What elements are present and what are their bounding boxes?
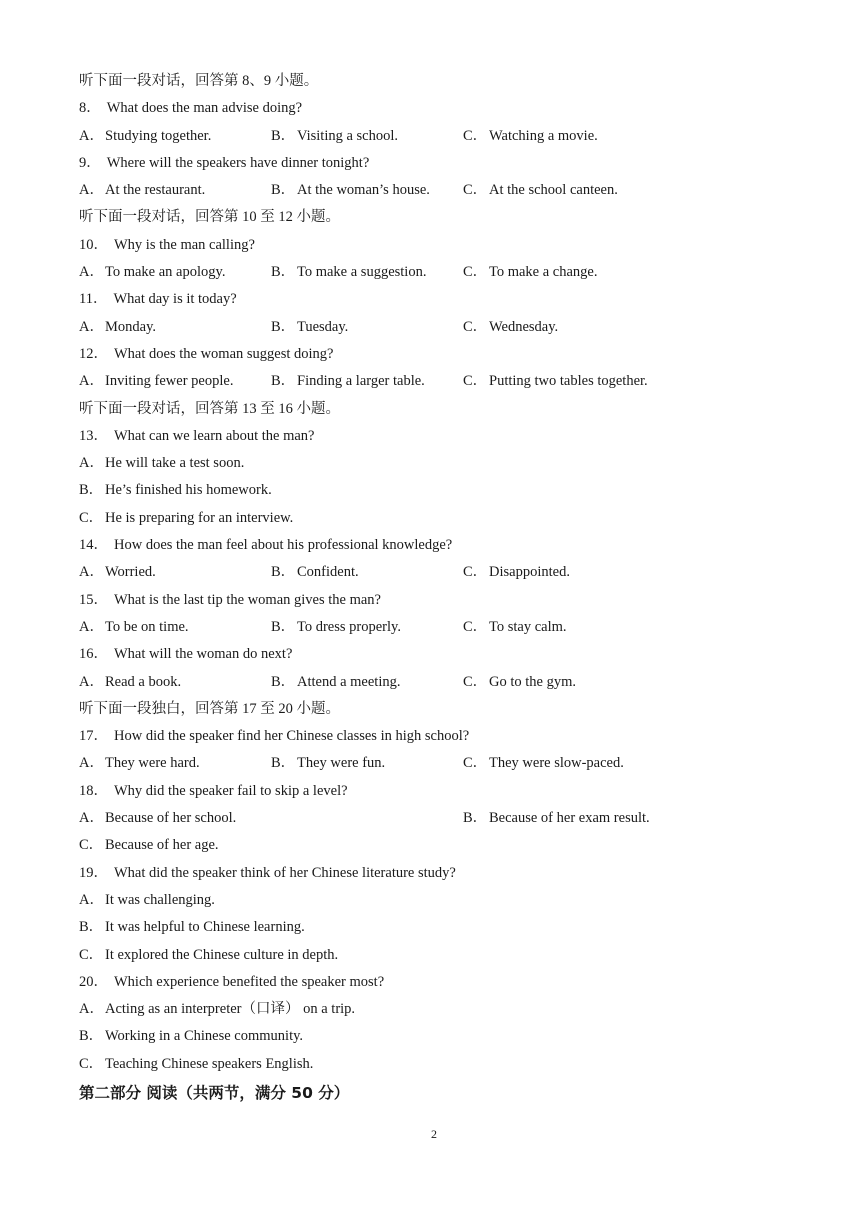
option-row: [79, 750, 799, 777]
question: [79, 341, 799, 368]
option-letter: B．: [79, 1028, 104, 1045]
option-letter: A．: [79, 373, 104, 390]
option-text: Inviting fewer people.: [105, 373, 234, 390]
option-letter: B．: [271, 755, 296, 772]
question-text: What does the woman suggest doing?: [114, 345, 334, 362]
section-instruction: 听下面一段对话，回答第 13 至 16 小题。: [79, 400, 340, 417]
question-text: Why is the man calling?: [114, 236, 255, 253]
question-text: Which experience benefited the speaker most?: [114, 973, 385, 990]
option-letter: A．: [79, 182, 104, 199]
option-letter: C．: [79, 1055, 104, 1072]
section-instruction: 听下面一段对话，回答第 10 至 12 小题。: [79, 209, 340, 226]
option-text: Confident.: [297, 564, 359, 581]
option-letter: B．: [271, 127, 296, 144]
question-number: 16．: [79, 646, 108, 663]
option-letter: C．: [79, 509, 104, 526]
question-text: What did the speaker think of her Chinese literature study?: [114, 864, 456, 881]
option-text: Because of her age.: [105, 837, 219, 854]
option-letter: C．: [463, 618, 488, 635]
answer-option: [79, 669, 181, 696]
section-instruction: 听下面一段对话，回答第 8、9 小题。: [79, 73, 319, 89]
answer-option: [463, 368, 648, 395]
answer-option: [271, 123, 398, 150]
option-row: [79, 614, 799, 641]
option-row: [79, 123, 799, 150]
option-text: Monday.: [105, 318, 157, 335]
answer-option: [79, 1051, 799, 1078]
option-text: Disappointed.: [489, 564, 570, 581]
answer-option: [79, 805, 236, 832]
option-letter: A．: [79, 564, 104, 581]
question-number: 12．: [79, 345, 108, 362]
option-letter: C．: [463, 318, 488, 335]
answer-option: [79, 559, 156, 586]
option-letter: A．: [79, 891, 104, 908]
question: [79, 286, 799, 313]
option-text: It was helpful to Chinese learning.: [105, 919, 305, 936]
answer-option: [271, 368, 425, 395]
answer-option: [79, 450, 799, 477]
option-text: Teaching Chinese speakers English.: [105, 1055, 314, 1072]
option-text: Studying together.: [105, 127, 212, 144]
option-letter: A．: [79, 810, 104, 827]
option-text: It was challenging.: [105, 891, 215, 908]
option-letter: B．: [271, 673, 296, 690]
answer-option: [79, 1023, 799, 1050]
answer-option: [79, 750, 200, 777]
question: [79, 723, 799, 750]
question: [79, 641, 799, 668]
option-text: At the school canteen.: [489, 182, 618, 199]
option-letter: B．: [79, 919, 104, 936]
option-text: Go to the gym.: [489, 673, 576, 690]
option-text: At the restaurant.: [105, 182, 206, 199]
option-letter: B．: [463, 810, 488, 827]
option-letter: C．: [463, 127, 488, 144]
option-row: [79, 177, 799, 204]
answer-option: [463, 177, 618, 204]
answer-option: [463, 314, 558, 341]
question-number: 9．: [79, 154, 101, 171]
question-text: Where will the speakers have dinner tonight?: [106, 154, 370, 171]
option-letter: C．: [79, 946, 104, 963]
answer-option: [79, 914, 799, 941]
question-text: What is the last tip the woman gives the man?: [114, 591, 381, 608]
option-letter: A．: [79, 755, 104, 772]
option-letter: A．: [79, 1001, 104, 1018]
section-instruction: 听下面一段独白，回答第 17 至 20 小题。: [79, 700, 340, 717]
question-number: 11．: [79, 291, 108, 308]
option-text: Acting as an interpreter（口译） on a trip.: [105, 1001, 356, 1018]
question-text: How does the man feel about his professional knowledge?: [114, 537, 453, 554]
answer-option: [79, 614, 189, 641]
answer-option: [79, 477, 799, 504]
option-letter: B．: [79, 482, 104, 499]
question-number: 10．: [79, 236, 108, 253]
option-text: Because of her school.: [105, 810, 237, 827]
part-heading: 第二部分 阅读（共两节，满分 50 分）: [79, 1083, 350, 1102]
answer-option: [463, 123, 598, 150]
question-number: 18．: [79, 782, 108, 799]
option-text: Wednesday.: [489, 318, 559, 335]
question-number: 17．: [79, 728, 108, 745]
answer-option: [271, 669, 400, 696]
option-row: [79, 259, 799, 286]
answer-option: [79, 177, 205, 204]
option-text: They were hard.: [105, 755, 200, 772]
option-text: To be on time.: [105, 618, 189, 635]
option-text: To dress properly.: [297, 618, 401, 635]
question-text: Why did the speaker fail to skip a level?: [114, 782, 348, 799]
option-text: Finding a larger table.: [297, 373, 425, 390]
option-text: He’s finished his homework.: [105, 482, 272, 499]
option-text: Working in a Chinese community.: [105, 1028, 304, 1045]
question-text: What will the woman do next?: [114, 646, 293, 663]
question-number: 14．: [79, 537, 108, 554]
option-text: It explored the Chinese culture in depth.: [105, 946, 339, 963]
option-letter: A．: [79, 673, 104, 690]
question: [79, 587, 799, 614]
question-text: What day is it today?: [113, 291, 237, 308]
question-number: 13．: [79, 427, 108, 444]
option-row: [79, 805, 799, 832]
answer-option: [463, 669, 576, 696]
option-letter: A．: [79, 127, 104, 144]
question-text: What can we learn about the man?: [114, 427, 315, 444]
option-letter: C．: [463, 755, 488, 772]
question: [79, 778, 799, 805]
answer-option: [271, 750, 385, 777]
option-letter: B．: [271, 618, 296, 635]
answer-option: [79, 314, 156, 341]
option-letter: C．: [463, 673, 488, 690]
option-text: To make an apology.: [105, 264, 226, 281]
option-text: At the woman’s house.: [297, 182, 430, 199]
option-letter: B．: [271, 318, 296, 335]
option-row: [79, 314, 799, 341]
question-text: What does the man advise doing?: [106, 100, 303, 117]
question: [79, 860, 799, 887]
option-text: Because of her exam result.: [489, 810, 650, 827]
option-text: Watching a movie.: [489, 127, 598, 144]
option-text: To make a change.: [489, 264, 598, 281]
option-letter: C．: [463, 264, 488, 281]
question: [79, 423, 799, 450]
option-text: Read a book.: [105, 673, 182, 690]
option-text: Worried.: [105, 564, 156, 581]
question-number: 19．: [79, 864, 108, 881]
answer-option: [79, 942, 799, 969]
answer-option: [271, 614, 401, 641]
answer-option: [79, 368, 233, 395]
option-letter: B．: [271, 564, 296, 581]
option-letter: C．: [463, 373, 488, 390]
answer-option: [79, 832, 799, 859]
answer-option: [79, 887, 799, 914]
option-letter: C．: [463, 182, 488, 199]
option-text: He is preparing for an interview.: [105, 509, 294, 526]
answer-option: [79, 996, 799, 1023]
answer-option: [79, 259, 225, 286]
answer-option: [271, 259, 426, 286]
answer-option: [463, 559, 570, 586]
question: [79, 969, 799, 996]
question: [79, 532, 799, 559]
option-text: Visiting a school.: [297, 127, 399, 144]
answer-option: [463, 750, 624, 777]
answer-option: [271, 314, 348, 341]
question-number: 15．: [79, 591, 108, 608]
question: [79, 232, 799, 259]
document-body: [79, 68, 799, 1107]
option-letter: A．: [79, 264, 104, 281]
answer-option: [271, 559, 359, 586]
question-number: 20．: [79, 973, 108, 990]
option-text: To make a suggestion.: [297, 264, 427, 281]
option-text: To stay calm.: [489, 618, 567, 635]
answer-option: [271, 177, 430, 204]
option-text: Tuesday.: [297, 318, 349, 335]
answer-option: [463, 259, 598, 286]
answer-option: [79, 123, 211, 150]
answer-option: [463, 805, 650, 832]
option-text: Attend a meeting.: [297, 673, 401, 690]
option-row: [79, 368, 799, 395]
page-number: 2: [431, 1127, 437, 1141]
answer-option: [79, 505, 799, 532]
question: [79, 95, 799, 122]
option-letter: A．: [79, 318, 104, 335]
option-text: He will take a test soon.: [105, 455, 245, 472]
option-letter: C．: [79, 837, 104, 854]
option-letter: A．: [79, 618, 104, 635]
answer-option: [463, 614, 567, 641]
option-letter: C．: [463, 564, 488, 581]
option-letter: A．: [79, 455, 104, 472]
question: [79, 150, 799, 177]
option-letter: B．: [271, 264, 296, 281]
option-text: Putting two tables together.: [489, 373, 648, 390]
question-text: How did the speaker find her Chinese classes in high school?: [114, 728, 470, 745]
option-text: They were fun.: [297, 755, 386, 772]
option-row: [79, 669, 799, 696]
option-letter: B．: [271, 182, 296, 199]
question-number: 8．: [79, 100, 101, 117]
option-letter: B．: [271, 373, 296, 390]
option-row: [79, 559, 799, 586]
option-text: They were slow-paced.: [489, 755, 624, 772]
